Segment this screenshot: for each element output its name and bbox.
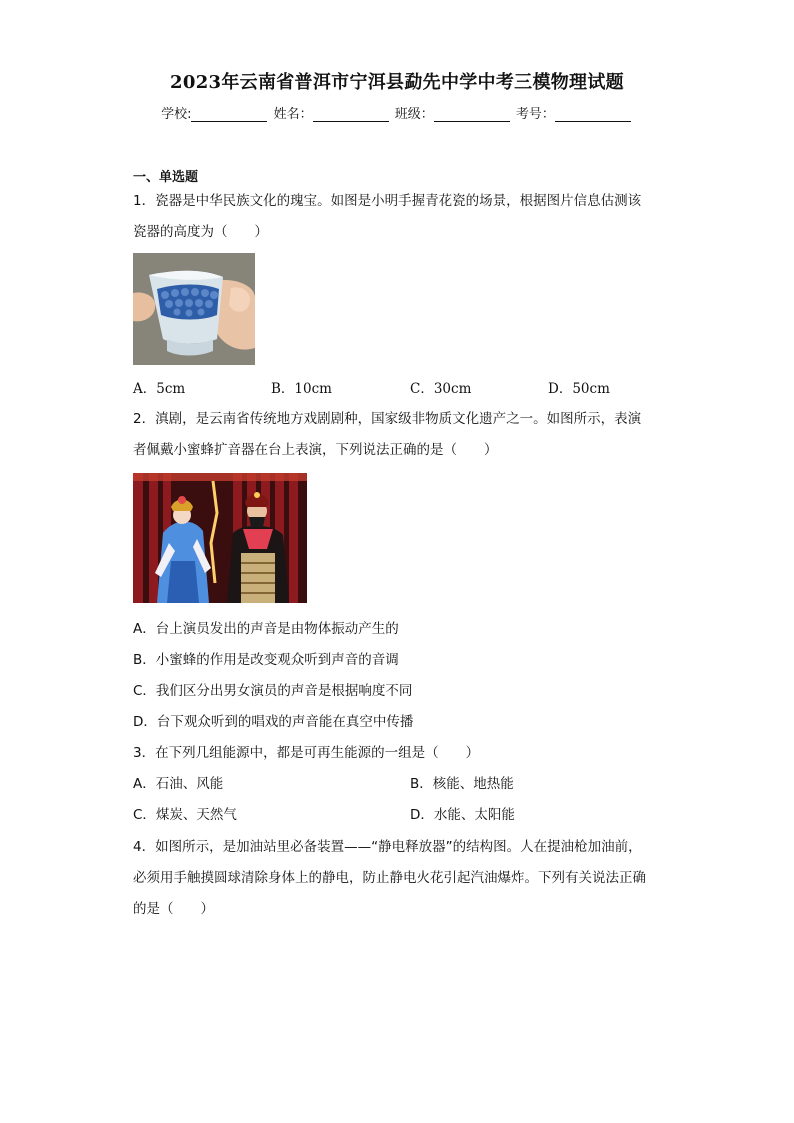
q2-option-b: B．小蜜蜂的作用是改变观众听到声音的音调	[133, 652, 399, 668]
question-1-stem	[133, 186, 663, 248]
exam-number-blank	[555, 107, 631, 122]
q1-option-d: D．50cm	[548, 381, 610, 397]
section-heading: 一、单选题	[133, 170, 199, 185]
question-2-line-2: 者佩戴小蜜蜂扩音器在台上表演，下列说法正确的是（ ）	[133, 442, 498, 458]
q3-option-c: C．煤炭、天然气	[133, 807, 237, 823]
question-1-line-2: 瓷器的高度为（ ）	[133, 224, 268, 240]
porcelain-cup-photo	[133, 253, 255, 365]
question-4-stem	[133, 832, 663, 925]
exam-number-label: 考号：	[515, 107, 555, 122]
question-4-line-3: 的是（ ）	[133, 901, 214, 917]
question-3-stem: 3．在下列几组能源中，都是可再生能源的一组是（ ）	[133, 745, 480, 761]
q1-option-b: B．10cm	[271, 381, 332, 397]
question-1-line-1: 1．瓷器是中华民族文化的瑰宝。如图是小明手握青花瓷的场景，根据图片信息估测该	[133, 193, 642, 209]
q2-option-a: A．台上演员发出的声音是由物体振动产生的	[133, 621, 399, 637]
q1-option-c: C．30cm	[410, 381, 472, 397]
question-2-stem	[133, 404, 663, 466]
q3-option-d: D．水能、太阳能	[410, 807, 515, 823]
school-label: 学校:	[161, 107, 192, 122]
exam-title: 2023年云南省普洱市宁洱县勐先中学中考三模物理试题	[170, 72, 624, 93]
class-label: 班级：	[394, 107, 434, 122]
school-blank	[191, 107, 267, 122]
q3-option-b: B．核能、地热能	[410, 776, 514, 792]
q2-option-d: D．台下观众听到的唱戏的声音能在真空中传播	[133, 714, 414, 730]
q1-option-a: A．5cm	[133, 381, 186, 397]
opera-performance-photo	[133, 473, 307, 603]
name-label: 姓名：	[273, 107, 313, 122]
question-2-line-1: 2．滇剧，是云南省传统地方戏剧剧种，国家级非物质文化遗产之一。如图所示，表演	[133, 411, 642, 427]
question-4-line-1: 4．如图所示，是加油站里必备装置——“静电释放器”的结构图。人在提油枪加油前，	[133, 839, 642, 855]
question-4-line-2: 必须用手触摸圆球清除身体上的静电，防止静电火花引起汽油爆炸。下列有关说法正确	[133, 870, 646, 886]
student-info-line	[0, 103, 794, 122]
q2-option-c: C．我们区分出男女演员的声音是根据响度不同	[133, 683, 413, 699]
class-blank	[434, 107, 510, 122]
name-blank	[313, 107, 389, 122]
q3-option-a: A．石油、风能	[133, 776, 224, 792]
